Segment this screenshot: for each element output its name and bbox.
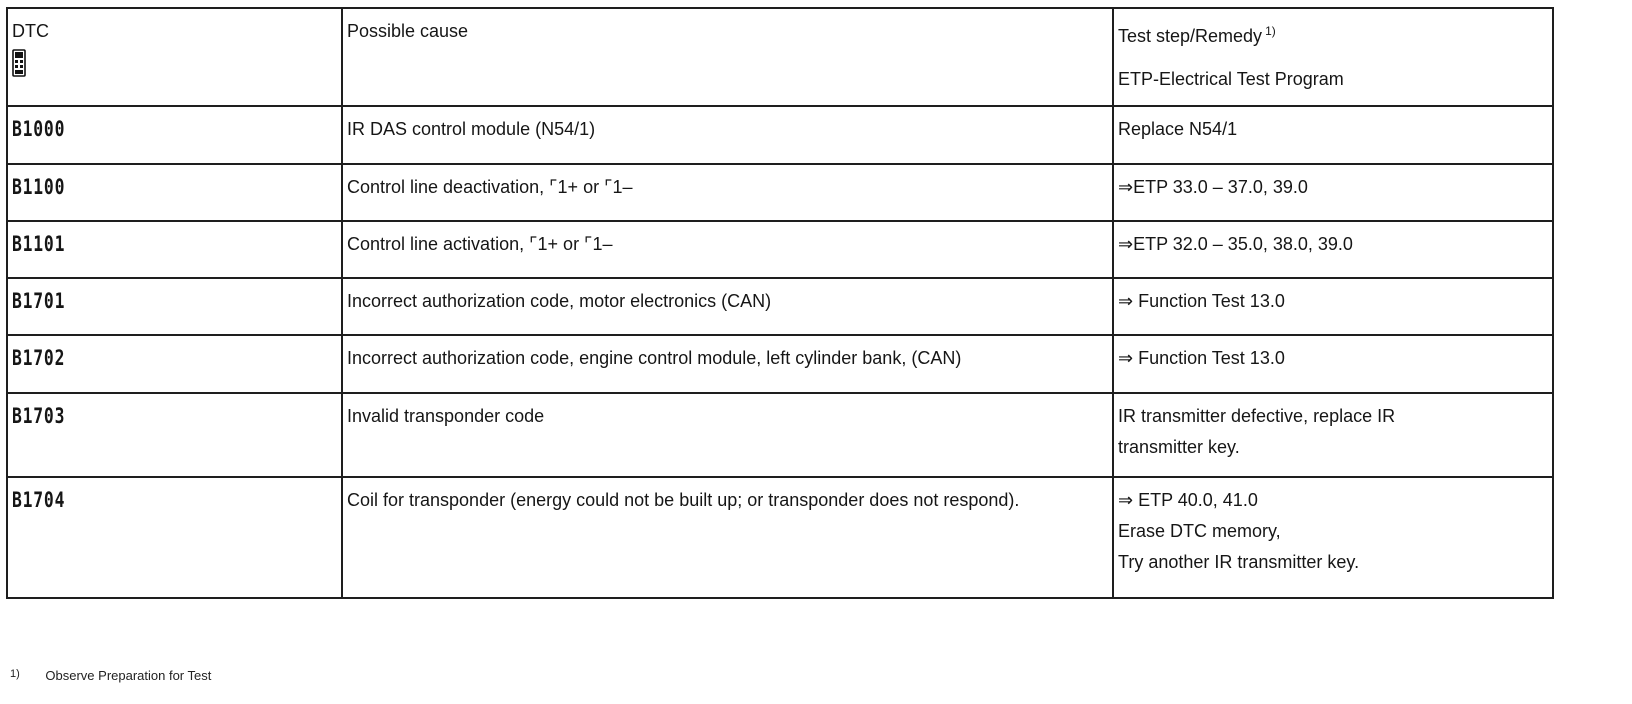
remedy-line: ⇒ETP 32.0 – 35.0, 38.0, 39.0 [1118,234,1353,254]
header-dtc-label: DTC [12,21,49,41]
remedy-line: ⇒ Function Test 13.0 [1118,348,1285,368]
possible-cause: Incorrect authorization code, motor electronics (CAN) [347,291,772,311]
possible-cause: Incorrect authorization code, engine control module, left cylinder bank, (CAN) [347,348,962,368]
remedy-line: Erase DTC memory, [1118,521,1281,541]
footnote-mark: 1) [10,668,20,680]
table-header-row [7,8,1553,106]
remedy-line: ⇒ETP 33.0 – 37.0, 39.0 [1118,177,1308,197]
possible-cause: IR DAS control module (N54/1) [347,119,596,139]
dtc-code: B1703 [12,404,66,428]
dtc-code: B1100 [12,175,66,199]
dtc-code: B1000 [12,117,66,141]
remedy-line: Replace N54/1 [1118,119,1238,139]
table-row [7,221,1553,278]
possible-cause: Control line activation, ⌜1+ or ⌜1– [347,234,613,254]
header-remedy-cell [1113,8,1553,106]
dtc-code: B1704 [12,488,66,512]
table-row [7,164,1553,221]
table-row [7,335,1553,393]
diagnostic-scanner-icon [12,49,26,77]
remedy-line: transmitter key. [1118,437,1240,457]
remedy-line: IR transmitter defective, replace IR [1118,406,1396,426]
table-row [7,477,1553,598]
table-row [7,393,1553,477]
footnote-reference: 1) [1265,24,1276,38]
header-dtc-cell [7,8,342,106]
remedy-line: ⇒ Function Test 13.0 [1118,291,1285,311]
dtc-table [6,7,1554,599]
dtc-code: B1101 [12,232,66,256]
possible-cause: Coil for transponder (energy could not be built up; or transponder does not respond). [347,490,1020,510]
dtc-code: B1702 [12,346,66,370]
remedy-line: ⇒ ETP 40.0, 41.0 [1118,490,1258,510]
header-remedy-subtitle: ETP-Electrical Test Program [1118,69,1344,89]
table-row [7,106,1553,164]
header-cause-label: Possible cause [347,21,469,41]
table-row [7,278,1553,335]
remedy-line: Try another IR transmitter key. [1118,552,1360,572]
dtc-code: B1701 [12,289,66,313]
header-cause-cell [342,8,1113,106]
header-remedy-label: Test step/Remedy [1118,26,1263,46]
footnote-text: Observe Preparation for Test [45,668,212,683]
possible-cause: Control line deactivation, ⌜1+ or ⌜1– [347,177,633,197]
footnote [10,668,211,683]
possible-cause: Invalid transponder code [347,406,545,426]
